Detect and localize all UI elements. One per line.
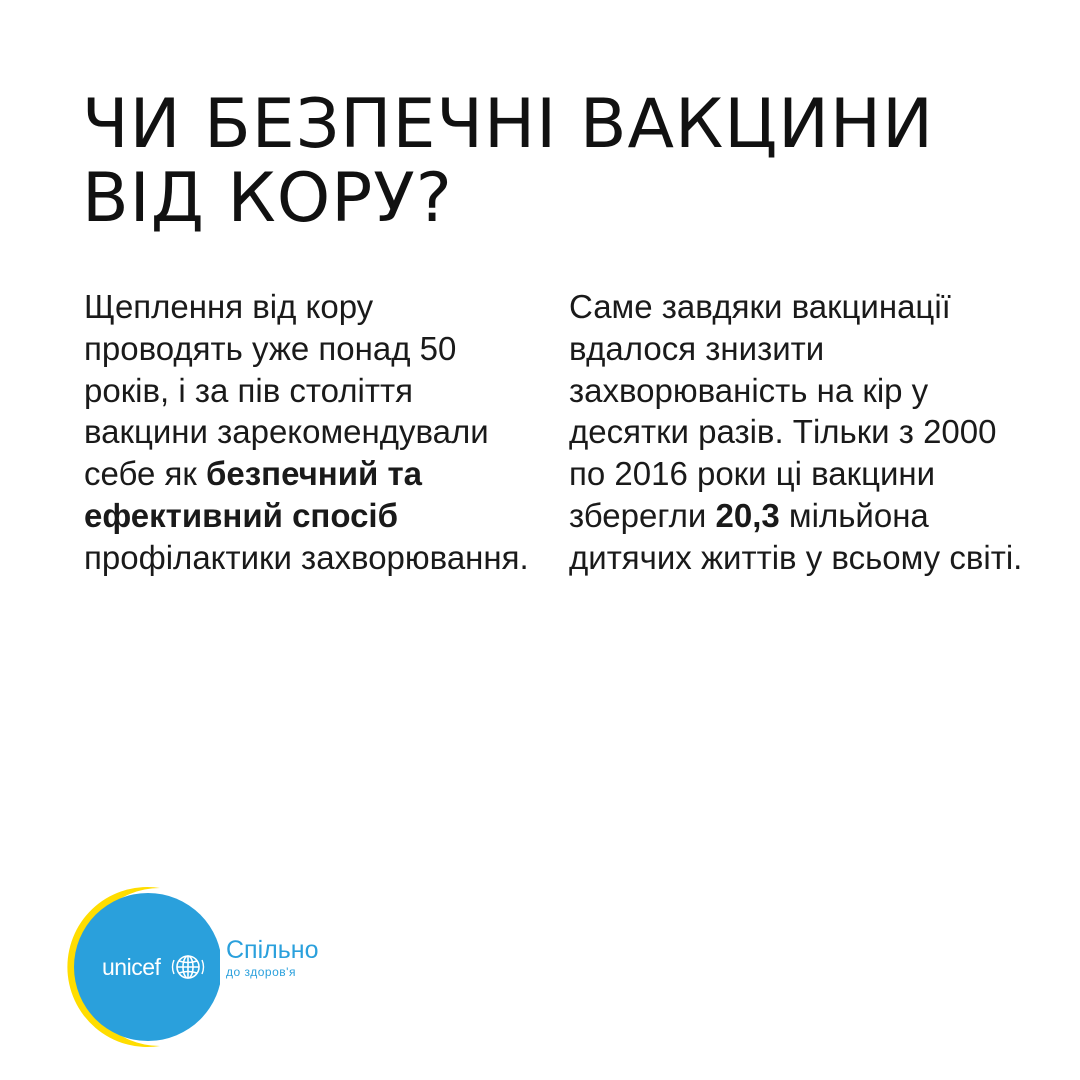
left-text-end: профілактики захворювання. [84, 538, 529, 576]
unicef-logo [60, 880, 380, 1060]
left-text-start: Щеплення від кору проводять уже понад 50 років, і за пів століття вакцини зарекомендували себе як [84, 288, 489, 493]
right-bold-number: 20,3 [715, 496, 780, 534]
right-text-end: мільйона дитячих життів у всьому світі. [569, 496, 1023, 576]
left-paragraph [84, 286, 534, 579]
title-line-1: ЧИ БЕЗПЕЧНІ ВАКЦИНИ [82, 85, 934, 164]
left-bold-text: безпечний та ефективний спосіб [84, 455, 422, 534]
title-line-2: ВІД КОРУ? [82, 159, 453, 238]
tagline-sub: до здоров'я [226, 965, 296, 979]
unicef-wordmark: unicef [102, 954, 161, 980]
page-title [82, 85, 1022, 238]
logo-emblem [60, 880, 220, 1060]
right-text-start: Саме завдяки вакцинації вдалося знизити захворюваність на кір у десятки разів. Тільки з 2000 по 2016 роки ці вакцини зберегли [569, 288, 997, 534]
tagline [226, 936, 318, 980]
right-paragraph [569, 286, 1029, 579]
tagline-main: Спільно [226, 936, 319, 964]
